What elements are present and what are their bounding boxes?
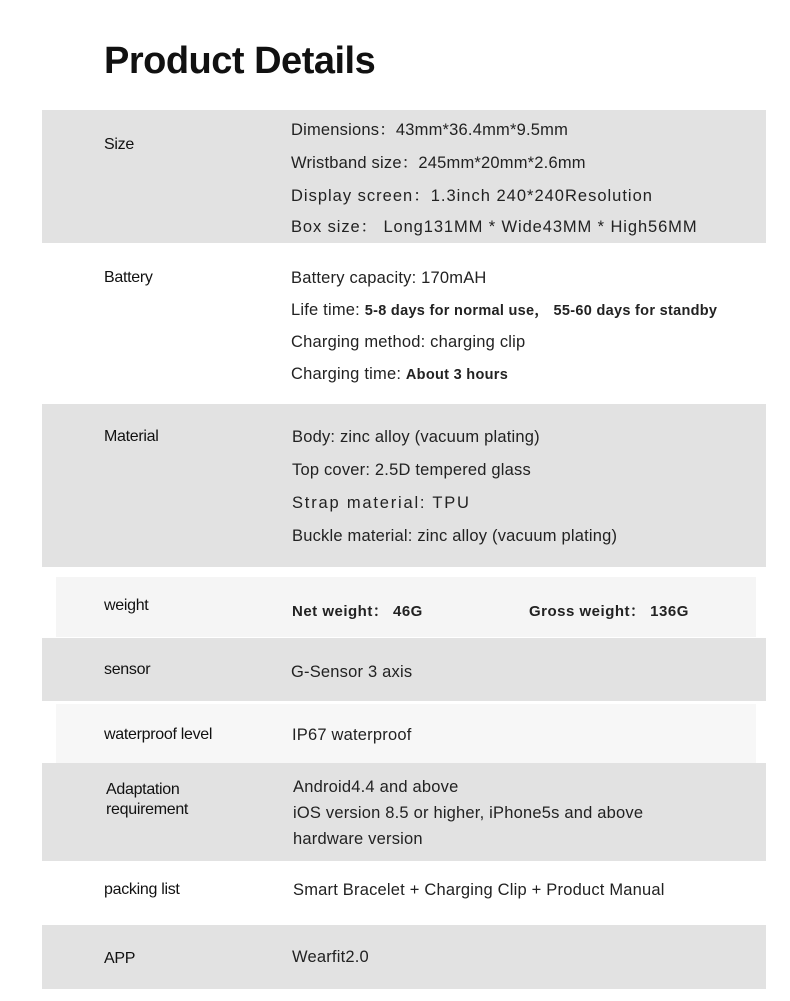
spec-row-material <box>42 404 766 567</box>
spec-label-sensor: sensor <box>104 661 151 678</box>
adaptation-label-line2: requirement <box>106 801 189 818</box>
charging-time-detail: About 3 hours <box>405 367 509 383</box>
spec-label-material: Material <box>104 428 159 445</box>
spec-row-adaptation <box>42 763 766 861</box>
spec-label-waterproof: waterproof level <box>104 726 213 743</box>
spec-line-android: Android4.4 and above <box>293 778 459 796</box>
spec-value-material <box>292 427 617 548</box>
spec-line-box-size: Box size： Long131MM * Wide43MM * High56MM <box>291 218 698 236</box>
spec-value-net-weight: Net weight： 46G <box>292 603 423 620</box>
spec-value-waterproof: IP67 waterproof <box>292 726 412 744</box>
spec-line-wristband: Wristband size：245mm*20mm*2.6mm <box>291 154 586 172</box>
life-time-detail: 5-8 days for normal use， 55-60 days for standby <box>364 303 718 319</box>
spec-line-buckle: Buckle material: zinc alloy (vacuum plating) <box>292 527 618 545</box>
spec-line-charging-time <box>291 364 717 386</box>
spec-line-life-time <box>291 300 717 332</box>
spec-label-battery: Battery <box>104 269 153 286</box>
spec-value-packing: Smart Bracelet + Charging Clip + Product Manual <box>293 881 665 899</box>
spec-line-capacity: Battery capacity: 170mAH <box>291 269 487 287</box>
spec-line-display: Display screen：1.3inch 240*240Resolution <box>291 187 653 205</box>
life-time-prefix: Life time: <box>291 301 365 319</box>
spec-row-sensor <box>42 638 766 701</box>
spec-label-app: APP <box>104 950 136 967</box>
spec-line-strap: Strap material: TPU <box>292 494 471 512</box>
spec-line-ios: iOS version 8.5 or higher, iPhone5s and above <box>293 804 644 822</box>
spec-value-app: Wearfit2.0 <box>292 948 369 966</box>
spec-value-sensor: G-Sensor 3 axis <box>291 663 413 681</box>
page-title: Product Details <box>104 40 376 82</box>
spec-line-dimensions: Dimensions：43mm*36.4mm*9.5mm <box>291 121 569 139</box>
spec-label-packing: packing list <box>104 881 180 898</box>
spec-row-weight <box>56 577 756 637</box>
spec-row-waterproof <box>56 704 756 763</box>
adaptation-label-line1: Adaptation <box>106 781 180 798</box>
spec-label-size: Size <box>104 136 134 153</box>
spec-row-size <box>42 110 766 243</box>
spec-row-battery <box>42 243 766 404</box>
spec-row-packing <box>42 861 766 925</box>
spec-label-adaptation <box>106 780 188 820</box>
spec-line-top-cover: Top cover: 2.5D tempered glass <box>292 461 531 479</box>
spec-row-app <box>42 925 766 989</box>
spec-line-body: Body: zinc alloy (vacuum plating) <box>292 428 540 446</box>
spec-value-gross-weight: Gross weight： 136G <box>529 603 689 620</box>
spec-label-weight: weight <box>104 597 149 614</box>
spec-value-size <box>291 120 697 239</box>
charging-time-prefix: Charging time: <box>291 365 406 383</box>
spec-value-adaptation <box>293 777 643 851</box>
spec-line-charging-method: Charging method: charging clip <box>291 333 526 351</box>
spec-value-battery <box>291 268 717 386</box>
spec-line-hardware: hardware version <box>293 830 423 848</box>
